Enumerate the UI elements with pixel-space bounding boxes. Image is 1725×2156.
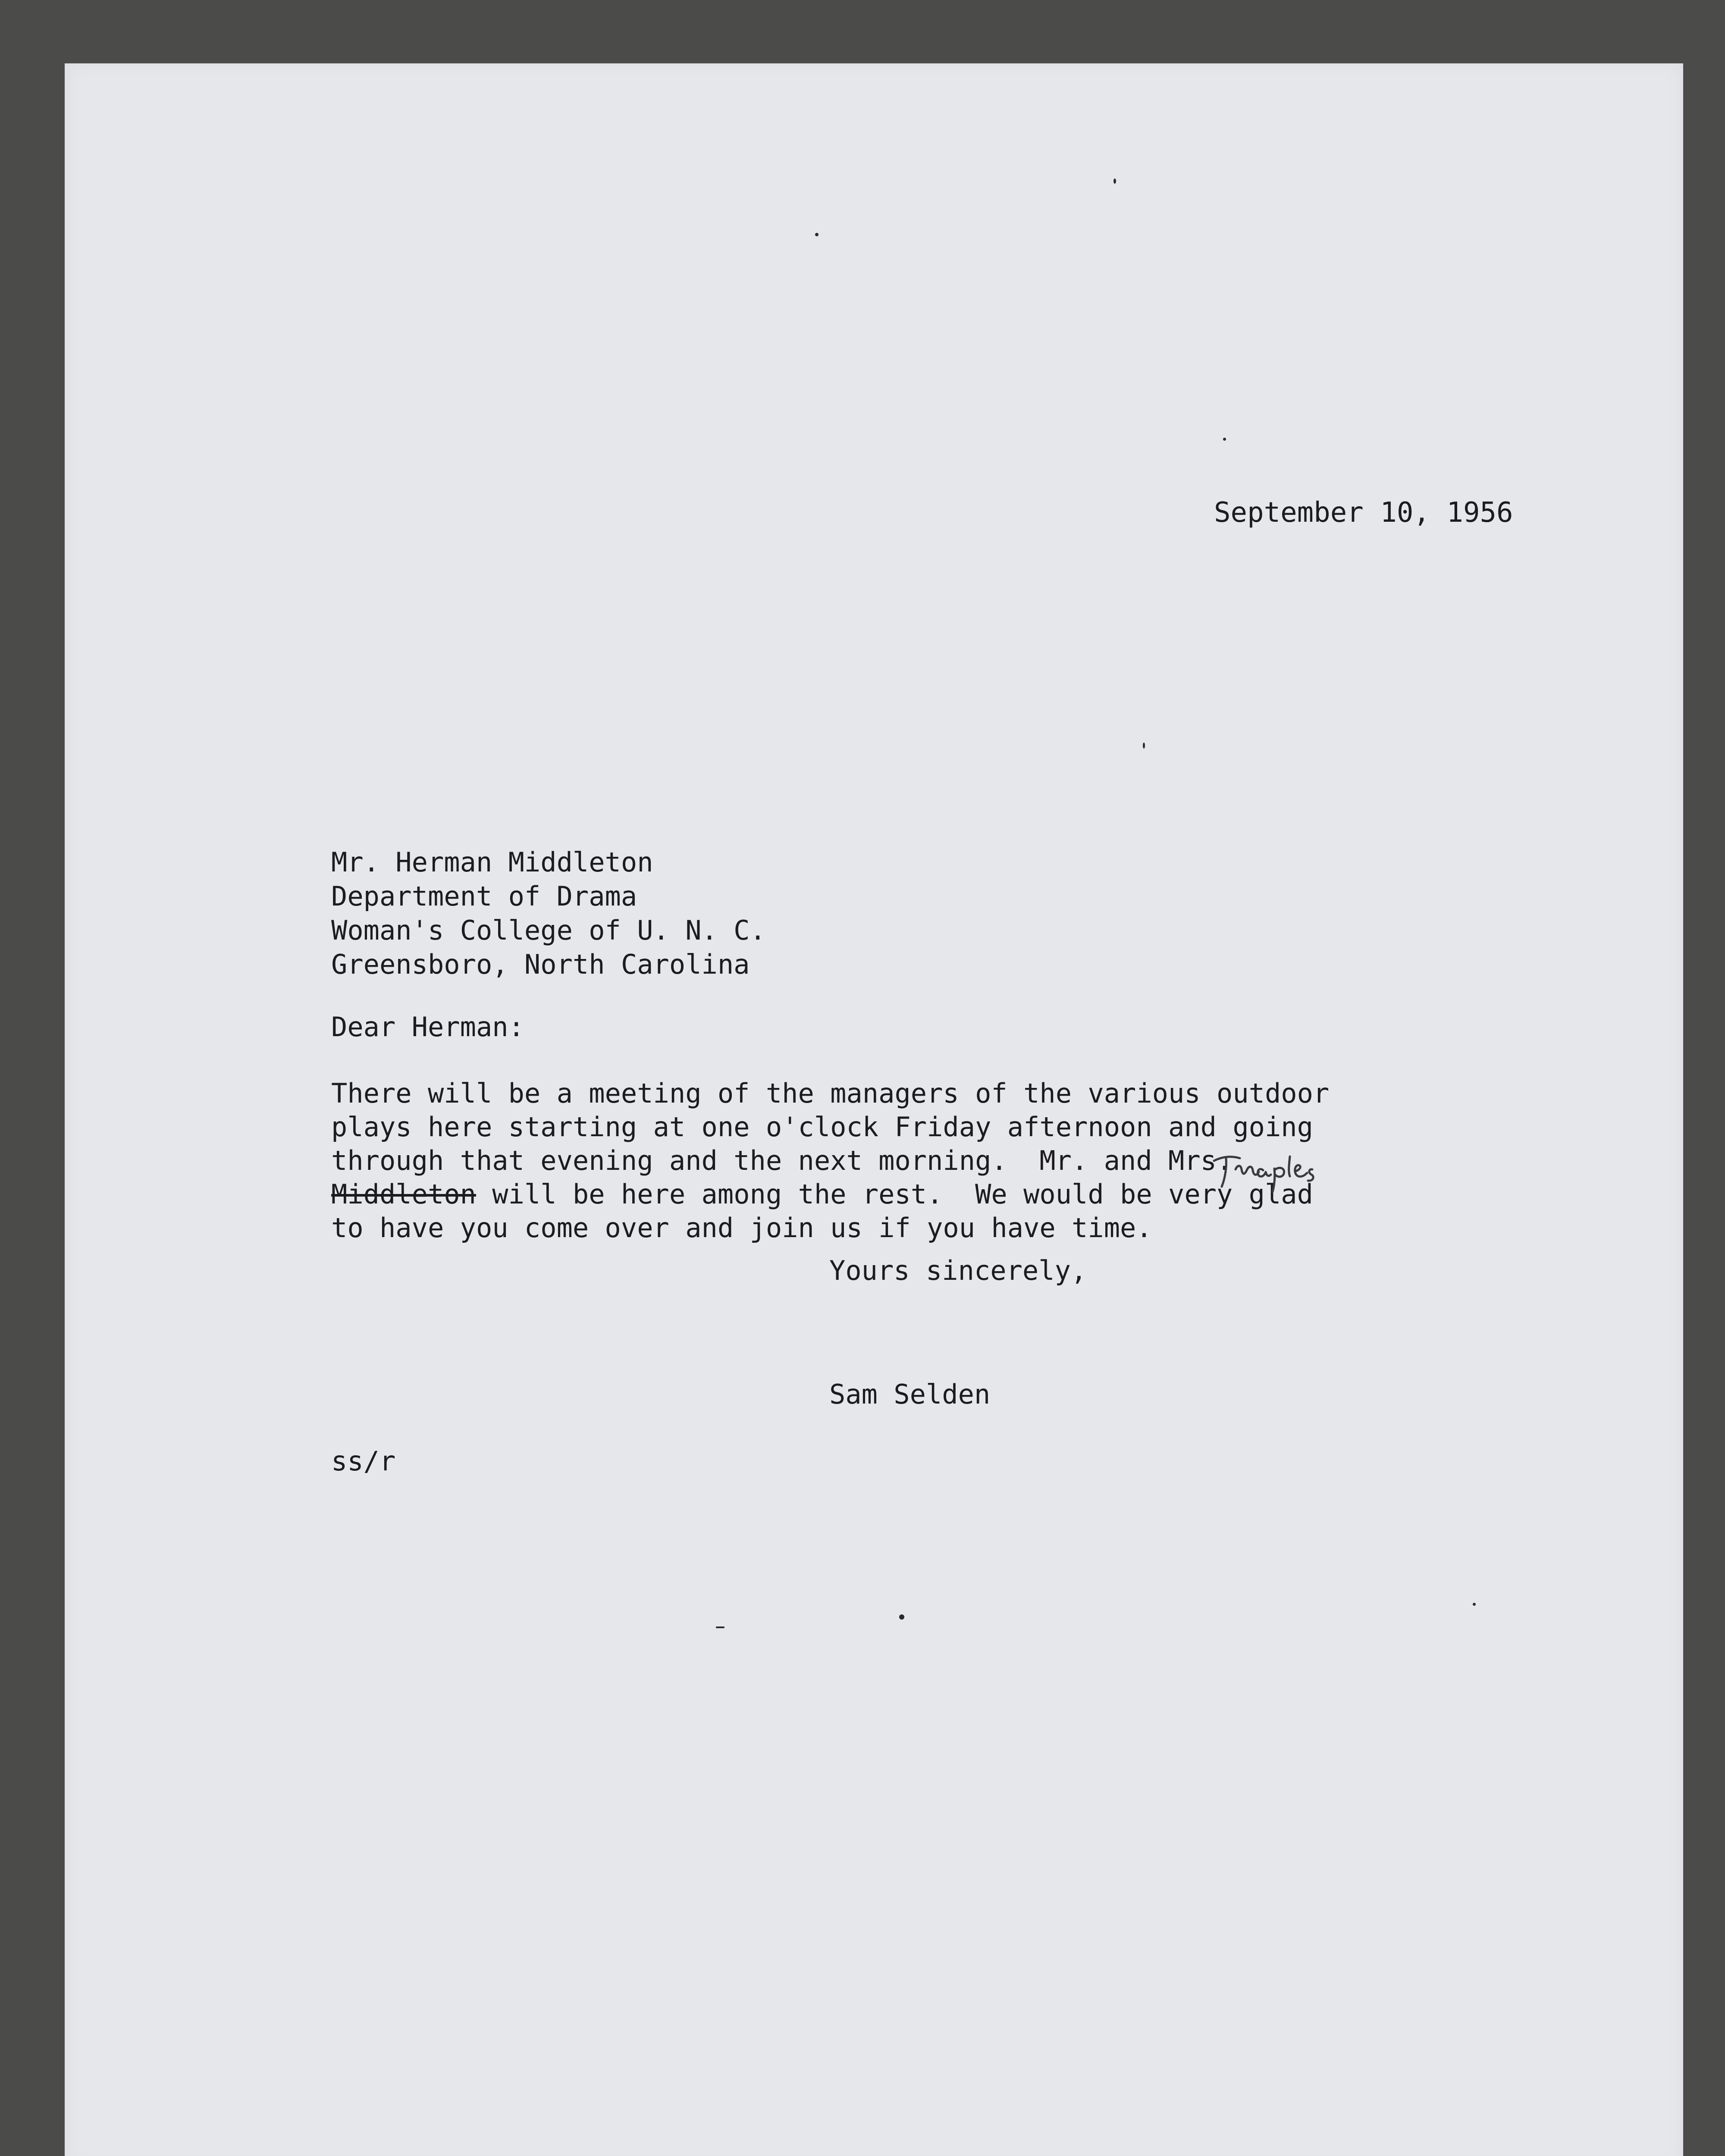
recipient-address-block	[331, 845, 766, 981]
paper-speck	[815, 233, 819, 236]
body-line	[331, 1178, 1329, 1211]
handwritten-insertion	[1210, 1144, 1412, 1195]
closing: Yours sincerely,	[829, 1255, 1087, 1286]
letter-paper	[65, 63, 1683, 2156]
body-line: through that evening and the next morning. Mr. and Mrs.	[331, 1145, 1249, 1176]
paper-speck	[1143, 743, 1145, 749]
body-line: There will be a meeting of the managers of the various outdoor	[331, 1078, 1330, 1109]
body-line: plays here starting at one o'clock Friday afternoon and going	[331, 1111, 1313, 1143]
paper-speck	[1473, 1603, 1476, 1606]
address-line: Mr. Herman Middleton	[331, 846, 653, 878]
salutation: Dear Herman:	[331, 1011, 524, 1043]
struck-out-name: Middleton	[331, 1178, 476, 1210]
signer-name: Sam Selden	[829, 1379, 991, 1410]
paper-speck	[1223, 438, 1226, 441]
address-line: Woman's College of U. N. C.	[331, 915, 766, 946]
address-line: Department of Drama	[331, 881, 637, 912]
body-line-text: will be here among the rest. We would be very glad	[476, 1178, 1313, 1210]
letter-date: September 10, 1956	[1214, 497, 1513, 529]
paper-speck	[899, 1614, 904, 1620]
address-line: Greensboro, North Carolina	[331, 949, 750, 980]
letter-body-paragraph	[331, 1077, 1329, 1245]
paper-speck	[1113, 179, 1116, 184]
typist-initials: ss/r	[331, 1445, 396, 1477]
body-line: to have you come over and join us if you have time.	[331, 1212, 1152, 1244]
paper-speck	[716, 1626, 724, 1628]
